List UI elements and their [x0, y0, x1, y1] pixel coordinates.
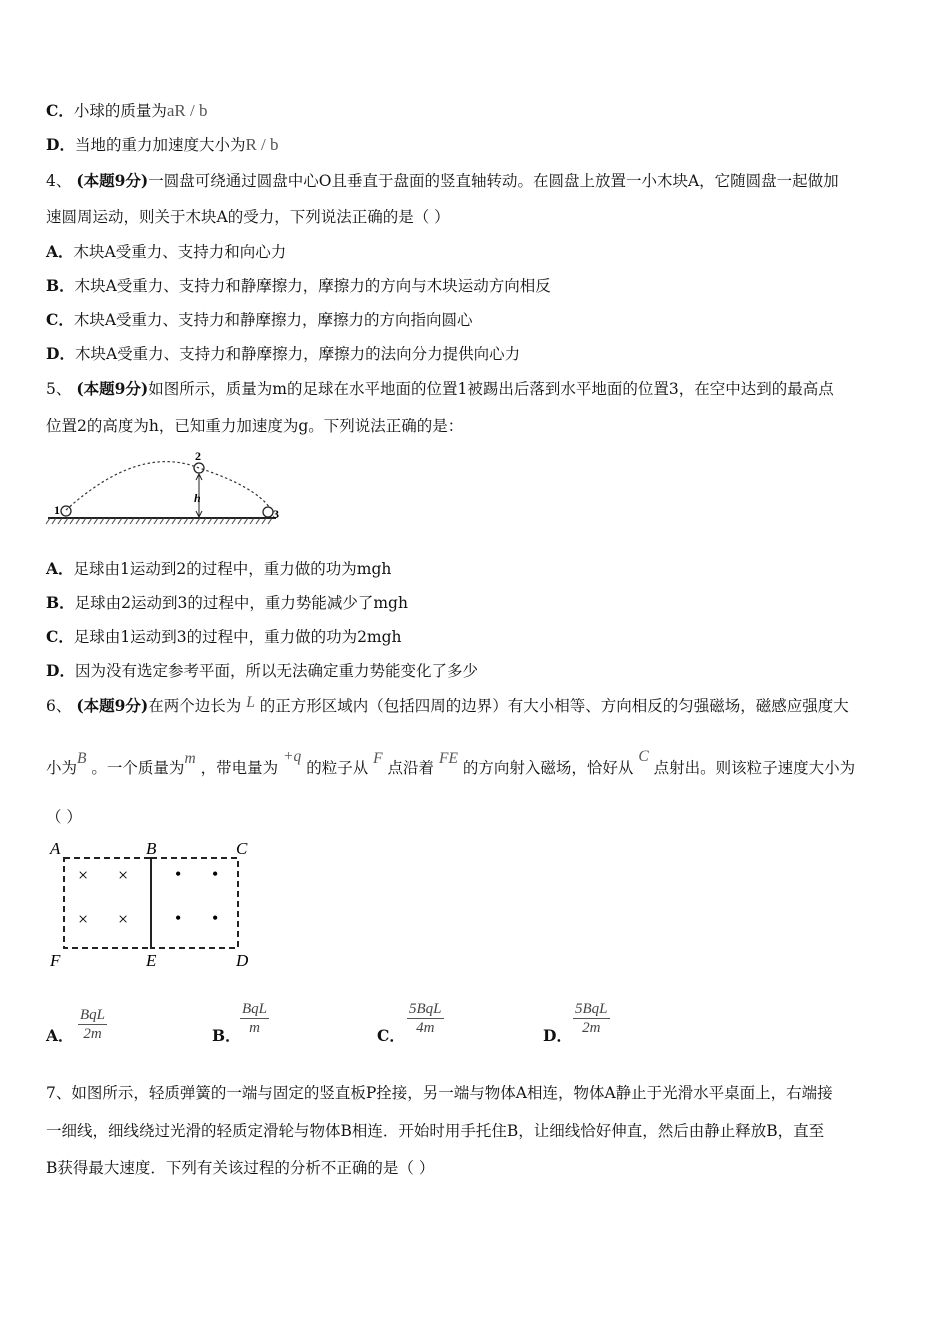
corner-label-E: E [146, 951, 157, 970]
option-label: B． [212, 1026, 241, 1045]
option-label: C． [377, 1026, 405, 1045]
stem-text: 点射出。则该粒子速度大小为 [653, 759, 856, 777]
trajectory-dashed-curve [66, 462, 270, 510]
ball-position-1 [61, 506, 71, 516]
option-fraction [407, 1000, 444, 1037]
right-square-region [151, 858, 238, 948]
stem-text: 一圆盘可绕通过圆盘中心O且垂直于盘面的竖直轴转动。在圆盘上放置一小木块A，它随圆盘一起做加 [148, 172, 839, 190]
option-label: C． [46, 627, 74, 646]
question-points: (本题9分) [76, 696, 149, 715]
label-3: 3 [273, 507, 279, 521]
fraction-numerator: 5BqL [409, 1001, 442, 1017]
stem-text: 的正方形区域内（包括四周的边界）有大小相等、方向相反的匀强磁场，磁感应强度大 [259, 697, 849, 715]
q4-option-b [46, 275, 906, 297]
q5-stem-line2: 位置2的高度为h，已知重力加速度为g。下列说法正确的是： [46, 417, 464, 435]
option-label: D． [46, 661, 75, 680]
symbol-C: C [638, 748, 649, 765]
option-label: D． [46, 135, 75, 154]
field-out-of-page-mark: • [175, 864, 182, 884]
stem-text: 。一个质量为 [91, 759, 185, 777]
option-label: C． [46, 310, 74, 329]
q6-stem-line3: （ ） [46, 808, 82, 826]
q7-stem-line2: 一细线，细线绕过光滑的轻质定滑轮与物体B相连．开始时用手托住B，让细线恰好伸直，然后由静止释放B，直至 [46, 1122, 825, 1140]
q4-stem-line1 [46, 170, 906, 192]
option-label: B． [46, 593, 75, 612]
label-h: h [194, 491, 201, 505]
field-out-of-page-mark: • [175, 908, 182, 928]
option-fraction [240, 1000, 269, 1037]
symbol-plus-q: +q [283, 748, 302, 765]
stem-text: 的方向射入磁场，恰好从 [462, 759, 634, 777]
option-text: 因为没有选定参考平面，所以无法确定重力势能变化了多少 [74, 662, 478, 680]
question-number: 5、 [46, 380, 72, 398]
option-text: 木块A受重力、支持力和静摩擦力，摩擦力的法向分力提供向心力 [74, 345, 521, 363]
option-text: 木块A受重力、支持力和向心力 [73, 243, 287, 261]
question-points: (本题9分) [76, 379, 149, 398]
q5-stem-line1 [46, 378, 906, 400]
option-fraction [78, 1006, 107, 1043]
option-text: 小球的质量为 [73, 102, 167, 120]
q5-option-d [46, 660, 906, 682]
fraction-numerator: 5BqL [575, 1001, 608, 1017]
q5-option-c [46, 626, 906, 648]
option-fraction [573, 1000, 610, 1037]
option-label: A． [46, 242, 74, 261]
q5-option-b [46, 592, 906, 614]
label-1: 1 [54, 503, 60, 517]
symbol-m: m [184, 750, 196, 767]
q4-option-a [46, 241, 906, 263]
fraction-numerator: BqL [80, 1007, 106, 1023]
option-text: 木块A受重力、支持力和静摩擦力，摩擦力的方向与木块运动方向相反 [74, 277, 551, 295]
symbol-F: F [373, 750, 383, 767]
fraction-denominator: 2m [83, 1026, 102, 1042]
field-into-page-mark: × [118, 865, 129, 885]
stem-text: 如图所示，质量为m的足球在水平地面的位置1被踢出后落到水平地面的位置3，在空中达到的最高点 [148, 380, 834, 398]
q4-stem-line2: 速圆周运动，则关于木块A的受力，下列说法正确的是（ ） [46, 208, 450, 226]
field-into-page-mark: × [78, 865, 89, 885]
symbol-L: L [246, 694, 255, 711]
question-number: 6、 [46, 697, 72, 715]
magnetic-field-figure [44, 834, 274, 974]
q3-option-c [46, 100, 906, 122]
field-into-page-mark: × [118, 909, 129, 929]
stem-text: 的粒子从 [306, 759, 369, 777]
option-label: C． [46, 101, 74, 120]
field-out-of-page-mark: • [212, 864, 219, 884]
corner-label-B: B [146, 839, 157, 858]
fraction-denominator: m [249, 1020, 260, 1036]
corner-label-A: A [50, 839, 61, 858]
option-label: D． [543, 1026, 572, 1045]
symbol-FE: FE [439, 750, 458, 767]
stem-text: 点沿着 [387, 759, 435, 777]
option-text: 足球由2运动到3的过程中，重力势能减少了mgh [74, 594, 408, 612]
stem-text: ，带电量为 [200, 759, 279, 777]
q4-option-d [46, 343, 906, 365]
field-into-page-mark: × [78, 909, 89, 929]
option-expr: aR / b [166, 101, 208, 120]
corner-label-C: C [236, 839, 248, 858]
option-label: D． [46, 344, 75, 363]
option-text: 足球由1运动到3的过程中，重力做的功为2mgh [73, 628, 402, 646]
stem-text: 小为 [46, 759, 78, 777]
corner-label-F: F [50, 951, 61, 970]
symbol-B: B [77, 750, 87, 767]
question-points: (本题9分) [76, 171, 149, 190]
stem-text: 在两个边长为 [148, 697, 242, 715]
field-out-of-page-mark: • [212, 908, 219, 928]
fraction-denominator: 2m [582, 1020, 601, 1036]
q7-stem-line3: B获得最大速度．下列有关该过程的分析不正确的是（ ） [46, 1159, 435, 1177]
fraction-denominator: 4m [416, 1020, 435, 1036]
q6-stem-line1 [46, 695, 906, 718]
fraction-numerator: BqL [242, 1001, 268, 1017]
option-text: 当地的重力加速度大小为 [74, 136, 246, 154]
q5-option-a [46, 558, 906, 580]
q3-option-d [46, 134, 906, 156]
option-label: A． [46, 559, 74, 578]
ball-position-3 [263, 507, 273, 517]
football-trajectory-figure [44, 446, 284, 530]
q6-stem-line2 [46, 748, 906, 780]
option-expr: R / b [245, 135, 279, 154]
option-label: A． [46, 1026, 74, 1045]
q7-stem-line1: 7、如图所示，轻质弹簧的一端与固定的竖直板P拴接，另一端与物体A相连，物体A静止于光滑水平桌面上，右端接 [46, 1084, 833, 1102]
corner-label-D: D [236, 951, 249, 970]
option-label: B． [46, 276, 75, 295]
option-text: 木块A受重力、支持力和静摩擦力，摩擦力的方向指向圆心 [73, 311, 473, 329]
option-text: 足球由1运动到2的过程中，重力做的功为mgh [73, 560, 392, 578]
question-number: 4、 [46, 172, 72, 190]
q4-option-c [46, 309, 906, 331]
label-2: 2 [195, 449, 201, 463]
